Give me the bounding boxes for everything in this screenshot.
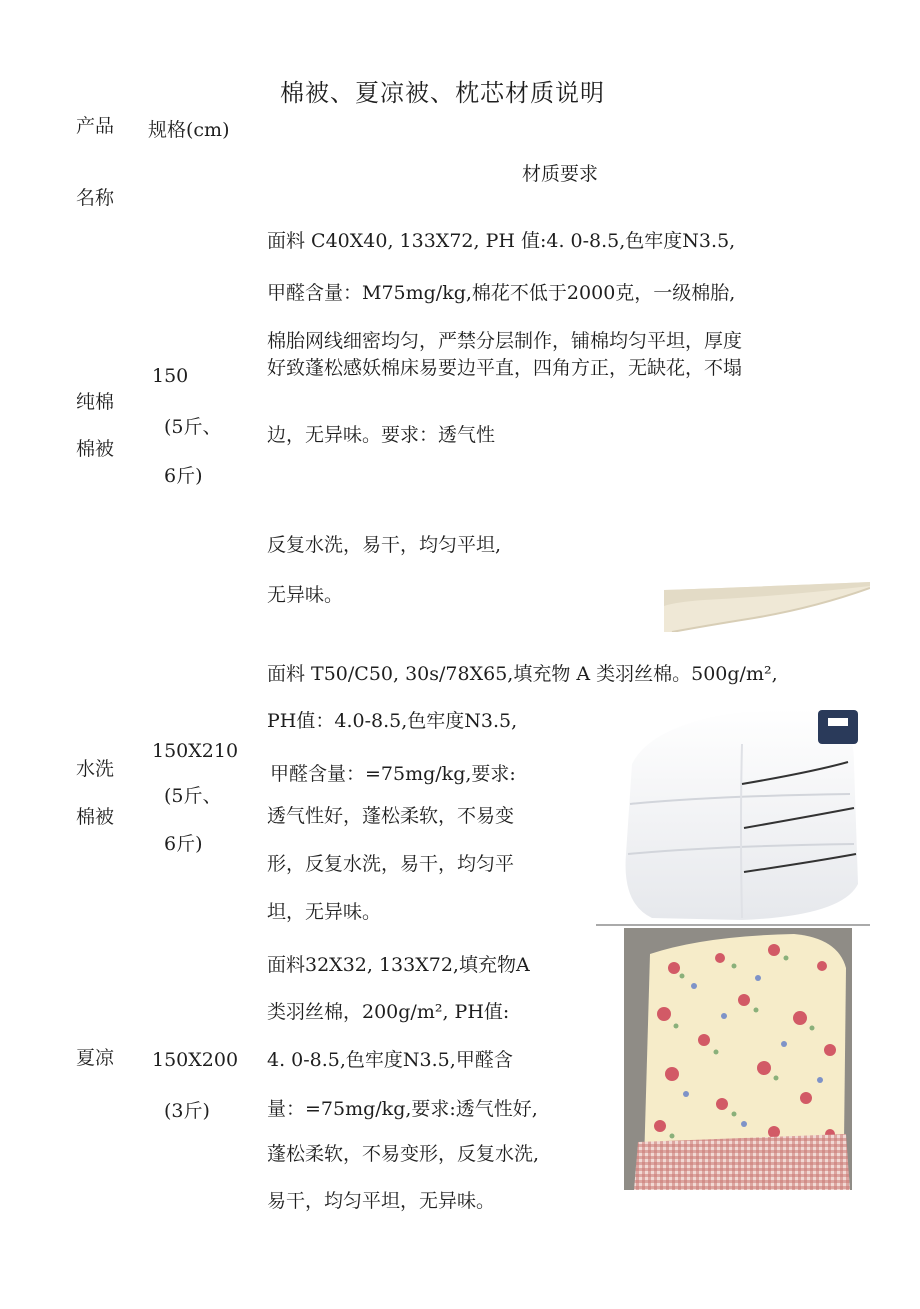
row1-spec-line2: (5斤、 bbox=[164, 416, 222, 438]
floral-summer-quilt-photo bbox=[624, 928, 852, 1190]
row1-material-line4: 好致蓬松感妖棉床易要边平直，四角方正，无缺花，不塌 bbox=[267, 357, 743, 379]
row2-spec-line2: (5斤、 bbox=[164, 785, 222, 807]
cotton-quilt-photo bbox=[664, 582, 870, 632]
row2-spec-line1: 150X210 bbox=[152, 740, 239, 762]
row3-name-line1: 夏凉 bbox=[76, 1047, 115, 1069]
row3-material-line5: 蓬松柔软，不易变形，反复水洗, bbox=[267, 1143, 540, 1165]
white-washed-quilt-photo bbox=[592, 704, 870, 926]
row3-material-line2: 类羽丝棉，200g/m², PH值: bbox=[267, 1001, 510, 1023]
row3-spec-line1: 150X200 bbox=[152, 1049, 239, 1071]
row1-spec-line3: 6斤) bbox=[164, 465, 203, 487]
row1-material-line1: 面料 C40X40, 133X72, PH 值:4. 0-8.5,色牢度N3.5, bbox=[267, 230, 736, 252]
row2-name-line1: 水洗 bbox=[76, 758, 115, 780]
row1-spec-line1: 150 bbox=[152, 365, 189, 387]
row1-material-line2: 甲醛含量：M75mg/kg,棉花不低于2000克，一级棉胎, bbox=[267, 282, 736, 304]
row2-name-line2: 棉被 bbox=[76, 806, 115, 828]
row1-material-line3: 棉胎网线细密均匀，严禁分层制作，铺棉均匀平坦，厚度 bbox=[267, 330, 743, 352]
row2-material-line5: 形，反复水洗，易干，均匀平 bbox=[267, 853, 515, 875]
row1-material-line5: 边，无异味。要求：透气性 bbox=[267, 424, 496, 446]
row1-material-line6: 反复水洗，易干，均匀平坦, bbox=[267, 534, 502, 556]
row3-material-line3: 4. 0-8.5,色牢度N3.5,甲醛含 bbox=[267, 1049, 513, 1071]
row1-material-line7: 无异味。 bbox=[267, 584, 344, 606]
header-spec: 规格(cm) bbox=[148, 119, 230, 141]
header-product-line2: 名称 bbox=[76, 187, 115, 209]
row2-material-line3: 甲醛含量：=75mg/kg,要求: bbox=[270, 763, 516, 785]
row2-material-line1: 面料 T50/C50, 30s/78X65,填充物 A 类羽丝棉。500g/m², bbox=[267, 663, 778, 685]
header-product-line1: 产品 bbox=[76, 115, 115, 137]
row1-name-line1: 纯棉 bbox=[76, 391, 115, 413]
row1-name-line2: 棉被 bbox=[76, 438, 115, 460]
page-title: 棉被、夏凉被、枕芯材质说明 bbox=[280, 79, 605, 107]
row3-material-line6: 易干，均匀平坦，无异味。 bbox=[267, 1190, 496, 1212]
row2-material-line6: 坦，无异味。 bbox=[267, 901, 382, 923]
row2-material-line4: 透气性好，蓬松柔软，不易变 bbox=[267, 805, 515, 827]
row3-spec-line2: (3斤) bbox=[164, 1100, 210, 1122]
row2-material-line2: PH值：4.0-8.5,色牢度N3.5, bbox=[267, 710, 518, 732]
header-material: 材质要求 bbox=[522, 163, 599, 185]
row3-material-line1: 面料32X32, 133X72,填充物A bbox=[267, 954, 530, 976]
row2-spec-line3: 6斤) bbox=[164, 833, 203, 855]
row3-material-line4: 量：=75mg/kg,要求:透气性好, bbox=[267, 1098, 538, 1120]
